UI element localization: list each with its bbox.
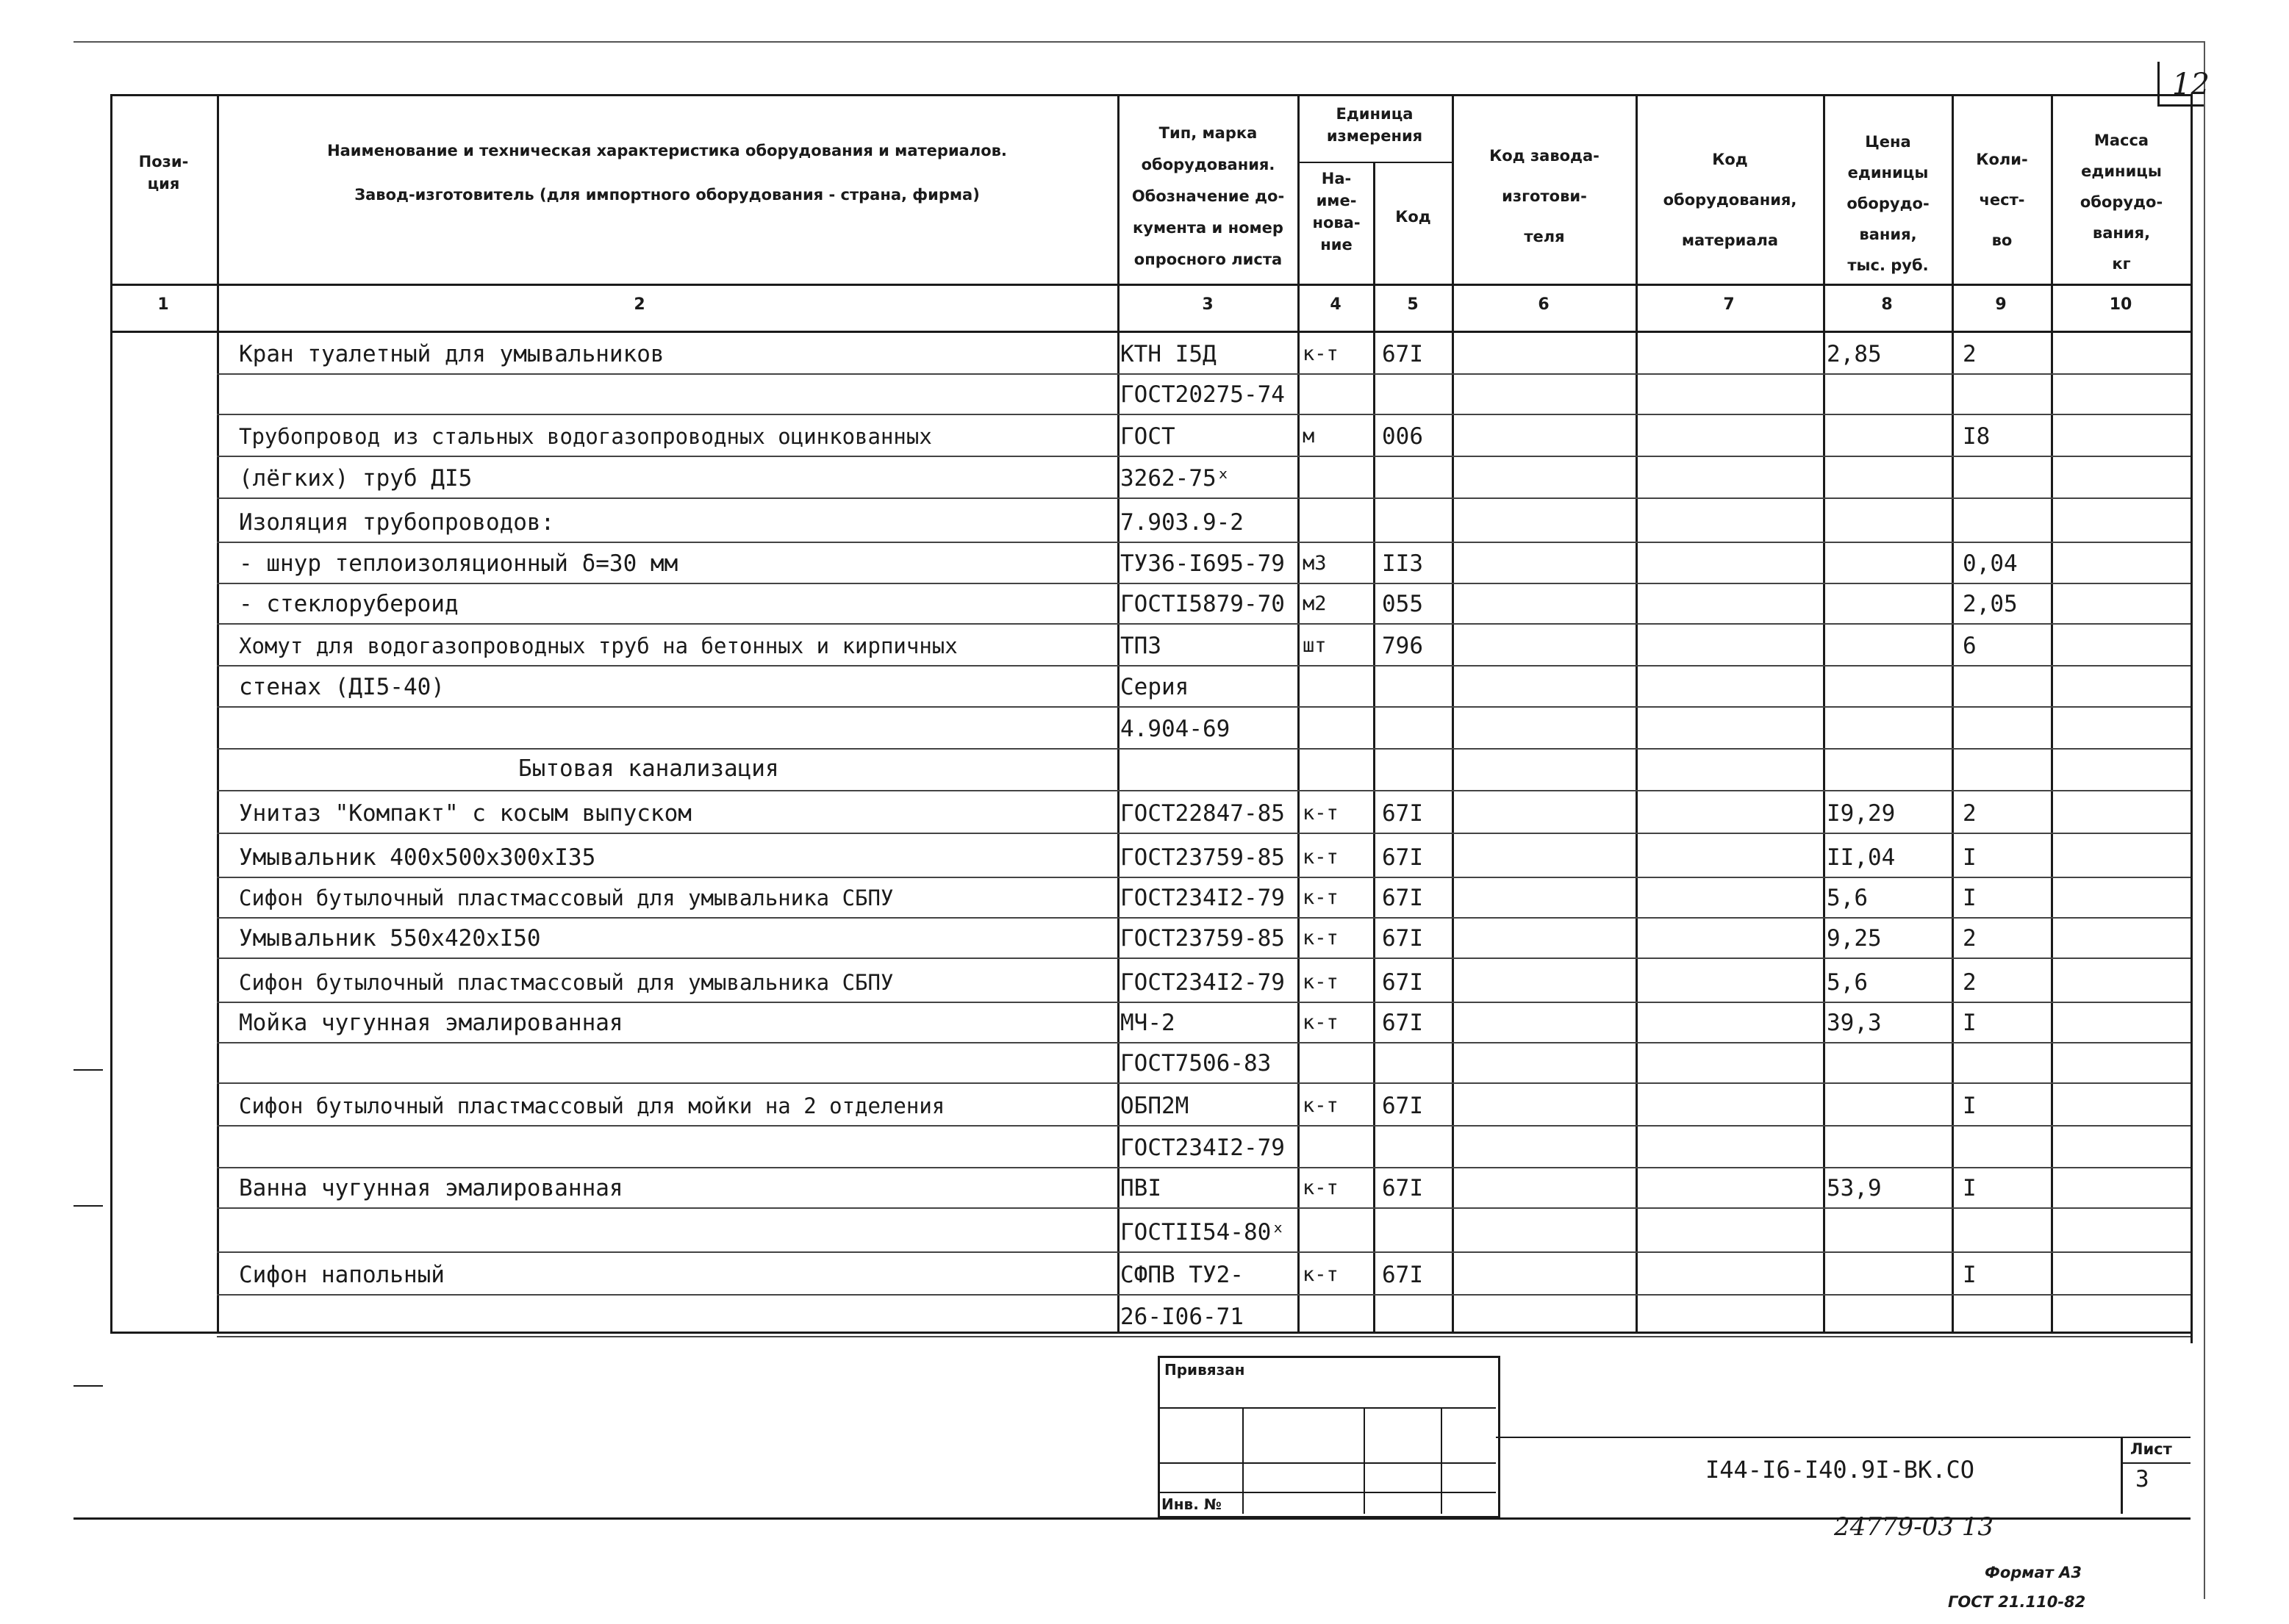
row-separator <box>217 542 2191 543</box>
row-name: Сифон бутылочный пластмассовый для мойки на 2 отделения <box>239 1093 945 1118</box>
table-left-line <box>110 94 112 1332</box>
row-separator <box>217 456 2191 457</box>
col-divider <box>1452 94 1454 1332</box>
row-quantity: I <box>1963 1093 1977 1119</box>
row-separator <box>217 1167 2191 1168</box>
row-unit-code: 67I <box>1382 1093 1423 1119</box>
row-separator <box>217 1002 2191 1003</box>
row-quantity: 2 <box>1963 969 1977 996</box>
header-unit-mass: Масса единицы оборудо- вания, кг <box>2080 132 2163 273</box>
sheet-number: 3 <box>2135 1466 2149 1492</box>
row-quantity: I <box>1963 1262 1977 1288</box>
col-divider <box>217 94 219 1332</box>
row-quantity: 0,04 <box>1963 550 2018 577</box>
row-separator <box>217 917 2191 919</box>
row-unit-code: 055 <box>1382 591 1423 617</box>
row-separator <box>217 1082 2191 1084</box>
row-separator <box>217 1125 2191 1127</box>
row-unit: к-т <box>1303 1011 1339 1034</box>
row-name: Сифон бутылочный пластмассовый для умывальника СБПУ <box>239 970 894 995</box>
row-document: ГОСТ23759-85 <box>1120 844 1285 871</box>
row-separator <box>217 665 2191 667</box>
row-separator <box>217 1251 2191 1253</box>
row-unit-code: 67I <box>1382 844 1423 871</box>
row-unit: к-т <box>1303 886 1339 909</box>
header-quantity: Коли- чест- во <box>1976 151 2028 249</box>
row-document: ГОСТ20275-74 <box>1120 381 1285 408</box>
row-document: Серия <box>1120 674 1189 700</box>
column-number: 5 <box>1407 295 1419 314</box>
row-name: Сифон бутылочный пластмассовый для умывальника СБПУ <box>239 885 894 910</box>
row-document: 7.903.9-2 <box>1120 509 1244 536</box>
column-number: 6 <box>1538 295 1550 314</box>
row-document: 26-I06-71 <box>1120 1304 1244 1330</box>
header-equipment-code: Код оборудования, материала <box>1663 151 1797 249</box>
top-border-line <box>74 41 2205 43</box>
row-document: ГОСТ234I2-79 <box>1120 885 1285 911</box>
row-name: Унитаз "Компакт" с косым выпуском <box>239 800 692 827</box>
row-document: ГОСТII54-80ˣ <box>1120 1219 1285 1246</box>
column-number: 2 <box>634 295 645 314</box>
row-unit-code: 67I <box>1382 969 1423 996</box>
row-price: 5,6 <box>1827 969 1868 996</box>
row-unit: к-т <box>1303 802 1339 824</box>
format-label: Формат А3 <box>1985 1564 2082 1581</box>
sheet-label: Лист <box>2130 1440 2172 1458</box>
row-unit-code: II3 <box>1382 550 1423 577</box>
row-unit: к-т <box>1303 927 1339 949</box>
row-name: Умывальник 400х500х300хI35 <box>239 844 596 871</box>
stamp-line <box>1441 1407 1442 1514</box>
colnum-bottom-line <box>110 331 2191 333</box>
row-quantity: 2 <box>1963 800 1977 827</box>
col-divider <box>1952 94 1954 1332</box>
header-unit-price: Цена единицы оборудо- вания, тыс. руб. <box>1846 133 1930 274</box>
stamp-line <box>1364 1407 1365 1514</box>
document-designation: I44-I6-I40.9I-ВК.СО <box>1705 1456 1975 1484</box>
row-unit-code: 67I <box>1382 1175 1423 1201</box>
row-unit: м3 <box>1303 552 1327 575</box>
margin-mark <box>74 1205 103 1207</box>
stamp-line <box>1242 1407 1244 1514</box>
row-unit: к-т <box>1303 846 1339 869</box>
row-quantity: 2 <box>1963 341 1977 367</box>
row-separator <box>217 790 2191 791</box>
row-quantity: 2 <box>1963 925 1977 952</box>
row-unit: к-т <box>1303 342 1339 365</box>
column-number: 9 <box>1995 295 2007 314</box>
row-unit: к-т <box>1303 971 1339 994</box>
stamp-privyazan: Привязан <box>1164 1361 1245 1379</box>
row-price: 5,6 <box>1827 885 1868 911</box>
row-quantity: I <box>1963 885 1977 911</box>
row-quantity: I <box>1963 844 1977 871</box>
header-bottom-line <box>110 284 2191 286</box>
row-unit: м2 <box>1303 592 1327 615</box>
row-name: Изоляция трубопроводов: <box>239 509 555 536</box>
row-unit-code: 67I <box>1382 1262 1423 1288</box>
stamp-line <box>1158 1462 1496 1464</box>
row-quantity: 2,05 <box>1963 591 2018 617</box>
row-document: ОБП2М <box>1120 1093 1189 1119</box>
row-separator <box>217 706 2191 708</box>
row-quantity: 6 <box>1963 633 1977 659</box>
row-unit: м <box>1303 425 1315 448</box>
row-separator <box>217 373 2191 375</box>
row-unit-code: 67I <box>1382 341 1423 367</box>
column-number: 4 <box>1330 295 1341 314</box>
row-document: ГОСТ23759-85 <box>1120 925 1285 952</box>
section-title: Бытовая канализация <box>518 755 779 782</box>
row-document: ПВI <box>1120 1175 1161 1201</box>
header-unit-name: На- име- нова- ние <box>1312 170 1361 254</box>
row-document: ГОСТI5879-70 <box>1120 591 1285 617</box>
row-separator <box>217 414 2191 415</box>
row-document: СФПВ ТУ2- <box>1120 1262 1244 1288</box>
header-plant-code: Код завода- изготови- теля <box>1489 147 1600 245</box>
row-quantity: I <box>1963 1175 1977 1201</box>
header-unit-code: Код <box>1395 208 1431 226</box>
row-price: II,04 <box>1827 844 1896 871</box>
row-name: (лёгких) труб ДI5 <box>239 465 473 492</box>
row-name: Мойка чугунная эмалированная <box>239 1010 623 1036</box>
row-separator <box>217 877 2191 878</box>
stamp-inv-no: Инв. № <box>1161 1495 1222 1513</box>
row-name: Умывальник 550х420хI50 <box>239 925 541 952</box>
corner-sheet-number: 12 <box>2172 68 2210 101</box>
row-separator <box>217 583 2191 584</box>
row-quantity: I <box>1963 1010 1977 1036</box>
row-separator <box>217 497 2191 499</box>
column-number: 10 <box>2109 295 2132 314</box>
table-bottom-line <box>110 1332 2191 1334</box>
row-unit: к-т <box>1303 1094 1339 1117</box>
row-name: Кран туалетный для умывальников <box>239 341 665 367</box>
sheet-box-line <box>2121 1462 2191 1464</box>
row-document: 4.904-69 <box>1120 716 1231 742</box>
stamp-line <box>1158 1407 1496 1409</box>
row-unit-code: 796 <box>1382 633 1423 659</box>
column-number: 7 <box>1723 295 1735 314</box>
stamp-block <box>1158 1356 1500 1518</box>
row-price: 53,9 <box>1827 1175 1882 1201</box>
table-top-line <box>110 94 2191 96</box>
header-unit-group: Единица измерения <box>1326 105 1423 145</box>
column-number: 8 <box>1881 295 1893 314</box>
row-document: ТУ36-I695-79 <box>1120 550 1285 577</box>
row-name: стенах (ДI5-40) <box>239 674 445 700</box>
column-number: 1 <box>157 295 169 314</box>
header-position: Пози- ция <box>138 153 189 193</box>
row-separator <box>217 1294 2191 1296</box>
handwritten-number: 24779-03 13 <box>1834 1512 1994 1542</box>
col-divider <box>2051 94 2053 1332</box>
row-document: ГОСТ22847-85 <box>1120 800 1285 827</box>
header-type-doc: Тип, марка оборудования. Обозначение до- кумента и номер опросного листа <box>1131 124 1285 268</box>
row-unit-code: 006 <box>1382 423 1423 450</box>
row-separator <box>217 1207 2191 1209</box>
row-name: Ванна чугунная эмалированная <box>239 1175 623 1201</box>
row-document: ГОСТ234I2-79 <box>1120 969 1285 996</box>
row-name: Сифон напольный <box>239 1262 445 1288</box>
row-price: 2,85 <box>1827 341 1882 367</box>
margin-mark <box>74 1385 103 1387</box>
row-document: 3262-75ˣ <box>1120 465 1231 492</box>
header-name-line1: Наименование и техническая характеристика оборудования и материалов. <box>327 142 1007 159</box>
row-name: Хомут для водогазопроводных труб на бетонных и кирпичных <box>239 633 958 658</box>
row-separator <box>217 623 2191 625</box>
row-price: I9,29 <box>1827 800 1896 827</box>
row-document: ТПЗ <box>1120 633 1161 659</box>
header-name-line2: Завод-изготовитель (для импортного оборудования - страна, фирма) <box>354 186 980 204</box>
margin-mark <box>74 1069 103 1071</box>
row-unit-code: 67I <box>1382 925 1423 952</box>
row-separator <box>217 1042 2191 1043</box>
col-divider <box>1117 94 1120 1332</box>
row-unit: к-т <box>1303 1176 1339 1199</box>
gost-label: ГОСТ 21.110-82 <box>1948 1593 2086 1611</box>
row-unit: шт <box>1303 634 1327 657</box>
col-divider <box>1636 94 1638 1332</box>
stamp-line <box>1158 1492 1496 1493</box>
row-document: ГОСТ <box>1120 423 1175 450</box>
row-price: 39,3 <box>1827 1010 1882 1036</box>
row-price: 9,25 <box>1827 925 1882 952</box>
unit-group-divider <box>1297 162 1452 163</box>
row-name: - стеклорубероид <box>239 591 459 617</box>
outer-right-line <box>2204 41 2205 1599</box>
row-unit-code: 67I <box>1382 885 1423 911</box>
row-unit: к-т <box>1303 1263 1339 1286</box>
row-unit-code: 67I <box>1382 1010 1423 1036</box>
row-document: ГОСТ7506-83 <box>1120 1050 1272 1077</box>
row-name: - шнур теплоизоляционный δ=30 мм <box>239 550 678 577</box>
col-divider <box>1297 94 1300 1332</box>
title-block-line <box>1496 1437 2191 1438</box>
column-number: 3 <box>1202 295 1214 314</box>
table-right-line <box>2191 94 2193 1343</box>
row-name: Трубопровод из стальных водогазопроводных оцинкованных <box>239 424 932 449</box>
row-separator <box>217 748 2191 750</box>
row-quantity: I8 <box>1963 423 1991 450</box>
row-separator <box>217 957 2191 959</box>
row-document: МЧ-2 <box>1120 1010 1175 1036</box>
row-document: ГОСТ234I2-79 <box>1120 1135 1285 1161</box>
col-divider <box>1373 162 1375 1332</box>
row-separator <box>217 833 2191 834</box>
row-unit-code: 67I <box>1382 800 1423 827</box>
row-document: КТН I5Д <box>1120 341 1217 367</box>
row-separator <box>217 1336 2191 1337</box>
